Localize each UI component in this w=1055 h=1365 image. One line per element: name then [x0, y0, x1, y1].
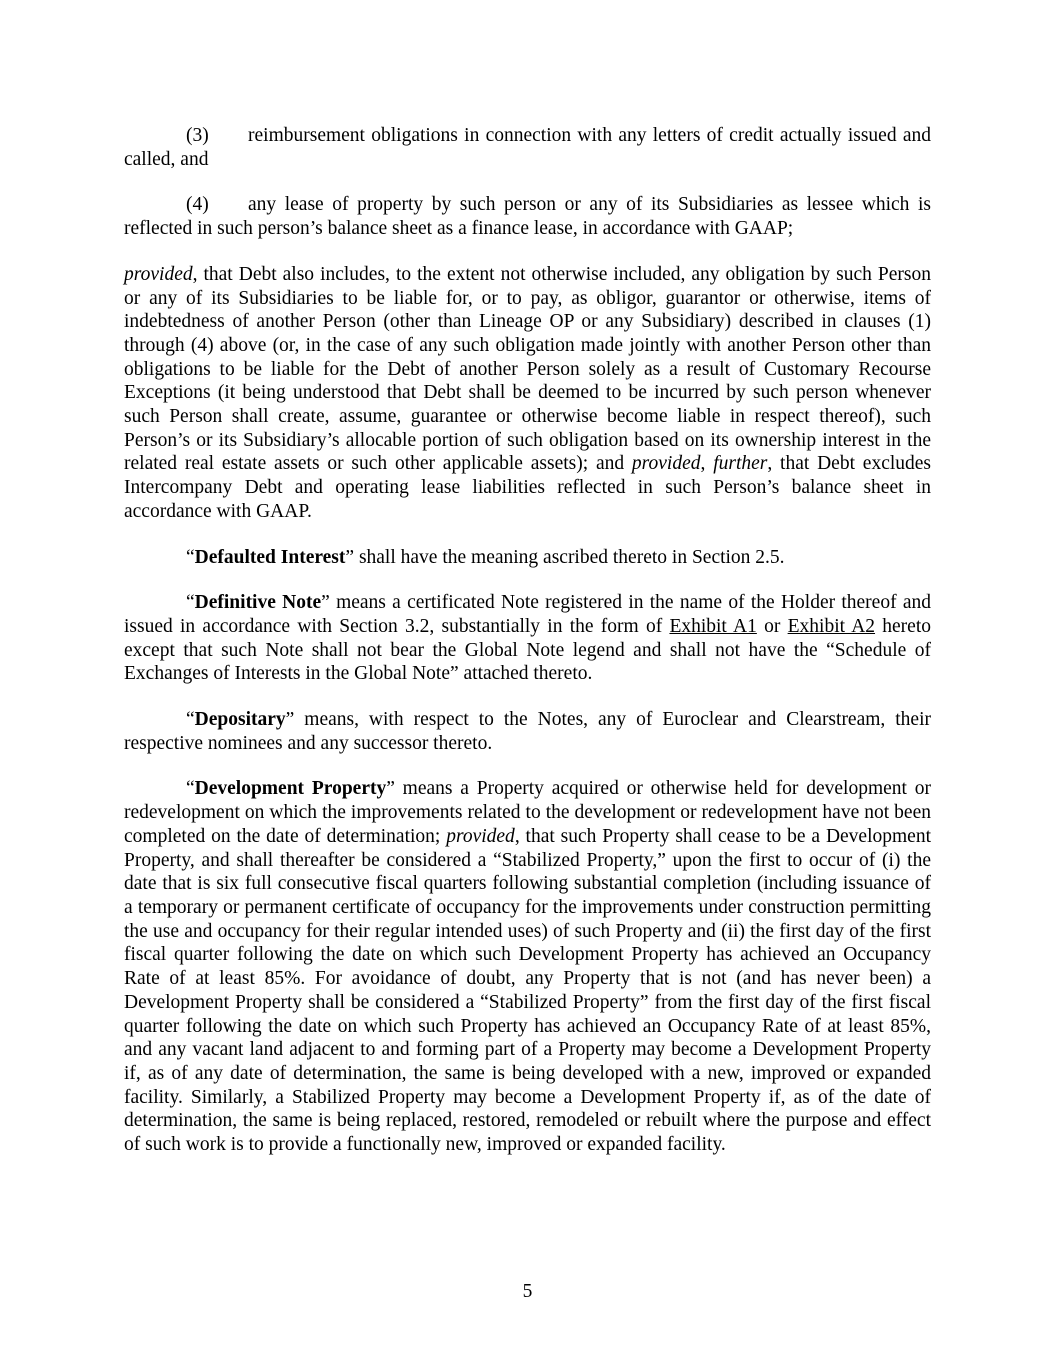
- exhibit-a2-reference: Exhibit A2: [787, 615, 876, 637]
- clause-4-number: (4): [186, 194, 209, 216]
- definition-text-2: or: [756, 615, 788, 637]
- definition-defaulted-interest: [124, 546, 931, 570]
- close-quote: ”: [345, 546, 355, 568]
- definition-development-property: [124, 777, 931, 1156]
- proviso-text-1: , that Debt also includes, to the extent not otherwise included, any obligation by such Person or any of its Subsidiaries to be liable for, or to pay, as obligor, guarantor or otherwise, items of indebtedness of another Person (other than Lineage OP or any Subsidiary) described in clauses (1) through (4) above (or, in the case of any such obligation made jointly with another Person other than obligations to be liable for the Debt of another Person solely as a result of Customary Recourse Exceptions (it being understood that Debt shall be deemed to be incurred by such person whenever such Person shall create, assume, guarantee or otherwise become liable in respect thereof), such Person’s or its Subsidiary’s allocable portion of such obligation based on its ownership interest in the related real estate assets or such other applicable assets); and: [124, 263, 931, 475]
- proviso-paragraph: [124, 263, 931, 524]
- clause-3-number: (3): [186, 125, 209, 146]
- definition-text-1: means a certificated Note registered in the name of the Holder thereof and issued in accordance with Section 3.2, substantially in the form of: [124, 592, 931, 637]
- open-quote: “: [186, 709, 195, 731]
- defined-term: Development Property: [194, 778, 387, 800]
- close-quote: ”: [285, 709, 295, 731]
- open-quote: “: [186, 778, 195, 800]
- defined-term: Defaulted Interest: [194, 546, 346, 568]
- clause-3: [124, 124, 931, 171]
- proviso-lead: provided: [124, 263, 193, 285]
- definition-italic: provided: [446, 825, 515, 847]
- clause-4: [124, 193, 931, 240]
- definition-text-3: hereto except that such Note shall not bear the Global Note legend and shall not have the “Schedule of Exchanges of Interests in the Global Note” attached thereto.: [124, 615, 931, 685]
- definition-definitive-note: [124, 591, 931, 686]
- proviso-text-2: ,: [700, 453, 714, 475]
- proviso-italic-3: further: [713, 453, 768, 475]
- close-quote: ”: [321, 592, 330, 614]
- open-quote: “: [186, 546, 195, 568]
- clause-3-text: reimbursement obligations in connection with any letters of credit actually issued and called, and: [124, 125, 931, 170]
- defined-term: Definitive Note: [194, 592, 322, 614]
- clause-4-text: any lease of property by such person or any of its Subsidiaries as lessee which is reflected in such person’s balance sheet as a finance lease, in accordance with GAAP;: [124, 194, 931, 240]
- page-number: 5: [522, 1281, 533, 1302]
- proviso-text-3: , that Debt excludes Intercompany Debt and operating lease liabilities reflected in such Person’s balance sheet in accordance with GAAP.: [124, 453, 932, 522]
- proviso-italic-2: provided: [631, 453, 701, 475]
- close-quote: ”: [386, 778, 395, 800]
- definition-depositary: [124, 708, 931, 755]
- definition-text-1: means a Property acquired or otherwise held for development or redevelopment on which the improvements related to the development or redevelopment have not been completed on the date of determination;: [124, 778, 931, 847]
- defined-term: Depositary: [194, 709, 286, 731]
- definition-text: shall have the meaning ascribed thereto in Section 2.5.: [354, 546, 785, 568]
- exhibit-a1-reference: Exhibit A1: [669, 615, 757, 637]
- definition-text: means, with respect to the Notes, any of Euroclear and Clearstream, their respective nominees and any successor thereto.: [124, 709, 931, 754]
- document-page: [124, 124, 931, 1179]
- open-quote: “: [186, 592, 195, 614]
- definition-text-2: , that such Property shall cease to be a Development Property, and shall thereafter be considered a “Stabilized Property,” upon the first to occur of (i) the date that is six full consecutive fiscal quarters following substantial completion (including issuance of a temporary or permanent certificate of occupancy for the improvements under construction permitting the use and occupancy for their regular intended uses) of such Property and (ii) the first day of the first fiscal quarter following the date on which such Development Property has achieved an Occupancy Rate of at least 85%. For avoidance of doubt, any Property that is not (and has never been) a Development Property shall be considered a “Stabilized Property” from the first day of the first fiscal quarter following the date on which such Property has achieved an Occupancy Rate of at least 85%, and any vacant land adjacent to and forming part of a Property may become a Development Property if, as of any date of determination, the same is being developed with a new, improved or expanded facility. Similarly, a Stabilized Property may become a Development Property if, as of the date of determination, the same is being replaced, restored, remodeled or rebuilt where the purpose and effect of such work is to provide a functionally new, improved or expanded facility.: [124, 825, 931, 1156]
